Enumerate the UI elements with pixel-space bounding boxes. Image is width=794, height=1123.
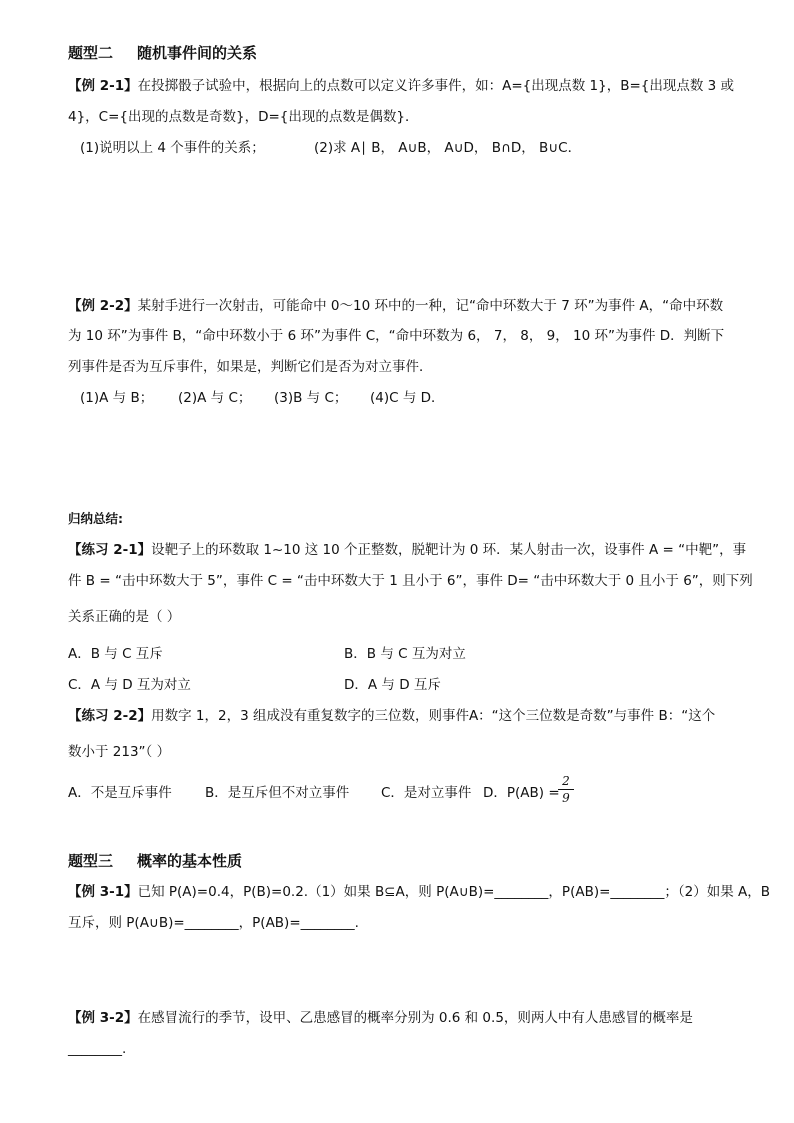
example-3-1-line-1 xyxy=(68,883,770,901)
practice-2-1-line-3: 关系正确的是（ ） xyxy=(68,609,181,625)
option-a: A．B 与 C 互斥 xyxy=(68,646,163,662)
example-2-1-question-2: (2)求 A∣ B， A∪B， A∪D， B∩D， B∪C． xyxy=(314,140,582,156)
practice-2-1-line-2: 件 B = “击中环数大于 5”，事件 C = “击中环数大于 1 且小于 6”，事件 D= “击中环数大于 0 且小于 6”，则下列 xyxy=(68,573,753,589)
example-3-1-line-2: 互斥，则 P(A∪B)=________，P(AB)=________. xyxy=(68,915,359,931)
option-b: B．是互斥但不对立事件 xyxy=(205,785,350,801)
fraction-bar xyxy=(558,789,574,790)
option-b: B．B 与 C 互为对立 xyxy=(344,646,466,662)
practice-2-1-line-1 xyxy=(68,541,746,559)
option-d: D．A 与 D 互斥 xyxy=(344,677,441,693)
fraction-denominator: 9 xyxy=(562,791,570,805)
practice-text: 用数字 1，2，3 组成没有重复数字的三位数，则事件A：“这个三位数是奇数”与事件 B：“这个 xyxy=(151,708,716,724)
example-tag: 【例 3-2】 xyxy=(68,1010,138,1026)
example-tag: 【例 3-1】 xyxy=(68,884,138,900)
practice-2-2-line-2: 数小于 213”（ ） xyxy=(68,744,171,760)
example-2-2-question-3: (3)B 与 C； xyxy=(274,390,348,406)
practice-text: 设靶子上的环数取 1~10 这 10 个正整数，脱靶计为 0 环．某人射击一次，设事件 A = “中靶”，事 xyxy=(151,542,747,558)
example-text: 在感冒流行的季节，设甲、乙患感冒的概率分别为 0.6 和 0.5，则两人中有人患感冒的概率是 xyxy=(137,1010,693,1026)
option-a: A．不是互斥事件 xyxy=(68,785,172,801)
example-2-2-question-1: (1)A 与 B； xyxy=(80,390,154,406)
example-2-1-question-1: (1)说明以上 4 个事件的关系； xyxy=(80,140,265,156)
practice-tag: 【练习 2-1】 xyxy=(68,542,152,558)
fraction xyxy=(558,774,574,805)
example-3-2-line-1 xyxy=(68,1009,693,1027)
option-d: D．P(AB) = xyxy=(483,785,560,801)
section-title: 随机事件间的关系 xyxy=(137,44,258,62)
option-c: C．A 与 D 互为对立 xyxy=(68,677,191,693)
summary-label: 归纳总结: xyxy=(68,511,123,526)
example-text: 已知 P(A)=0.4，P(B)=0.2.（1）如果 B⊆A，则 P(A∪B)=________，P(AB)=________；（2）如果 A，B xyxy=(137,884,771,900)
example-2-2-line-2: 为 10 环”为事件 B，“命中环数小于 6 环”为事件 C，“命中环数为 6， 7， 8， 9， 10 环”为事件 D．判断下 xyxy=(68,328,725,344)
practice-tag: 【练习 2-2】 xyxy=(68,708,152,724)
option-c: C．是对立事件 xyxy=(381,785,472,801)
example-2-1-line-1 xyxy=(68,77,734,95)
example-text: 某射手进行一次射击，可能命中 0～10 环中的一种，记“命中环数大于 7 环”为事件 A，“命中环数 xyxy=(137,298,724,314)
example-2-2-line-3: 列事件是否为互斥事件，如果是，判断它们是否为对立事件． xyxy=(68,359,433,375)
section-title: 概率的基本性质 xyxy=(137,852,243,870)
example-3-2-line-2: ________. xyxy=(68,1041,127,1057)
example-2-2-question-4: (4)C 与 D． xyxy=(370,390,445,406)
example-tag: 【例 2-2】 xyxy=(68,298,138,314)
example-text: 在投掷骰子试验中，根据向上的点数可以定义许多事件，如：A={出现点数 1}，B={出现点数 3 或 xyxy=(137,78,735,94)
section-number: 题型三 xyxy=(68,852,114,870)
example-2-2-line-1 xyxy=(68,297,723,315)
section-heading-3 xyxy=(68,852,242,870)
fraction-numerator: 2 xyxy=(562,774,570,788)
example-2-2-question-2: (2)A 与 C； xyxy=(178,390,252,406)
example-2-1-line-2: 4}，C={出现的点数是奇数}，D={出现的点数是偶数}． xyxy=(68,109,419,125)
section-number: 题型二 xyxy=(68,44,114,62)
example-tag: 【例 2-1】 xyxy=(68,78,138,94)
section-heading-2 xyxy=(68,44,257,62)
practice-2-2-line-1 xyxy=(68,707,715,725)
